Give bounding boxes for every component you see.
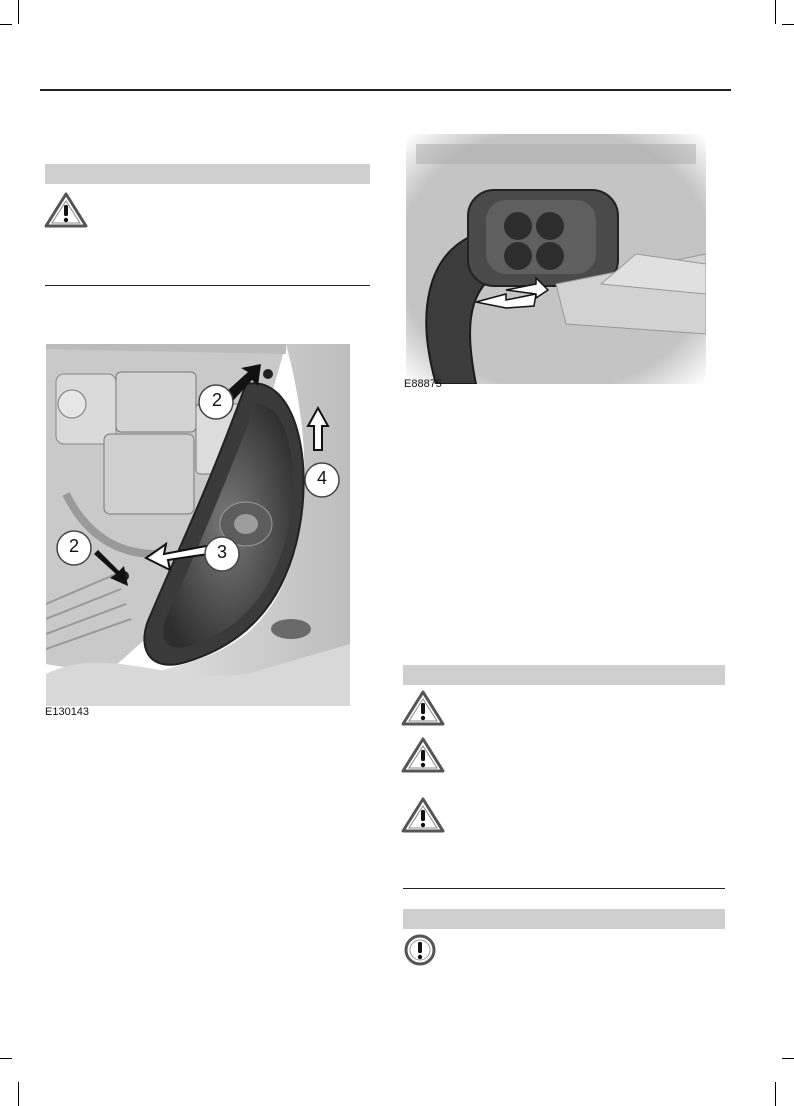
crop-mark (775, 0, 776, 24)
header-rule (40, 89, 731, 91)
callout-4: 4 (316, 468, 327, 488)
callout-3: 3 (216, 542, 227, 562)
headlamp-removal-illustration (46, 344, 350, 706)
warning-triangle-icon (44, 192, 88, 228)
warning-section-bar (403, 665, 725, 685)
figure-code: E130143 (45, 706, 90, 718)
crop-mark (775, 1082, 776, 1106)
warning-section-bar (45, 164, 370, 184)
crop-mark (782, 1058, 794, 1059)
figure-code: E88875 (404, 378, 442, 390)
warning-triangle-icon (401, 797, 445, 833)
crop-mark (18, 1082, 19, 1106)
warning-triangle-icon (401, 737, 445, 773)
crop-mark (0, 24, 12, 25)
callout-2-top: 2 (211, 390, 222, 410)
callout-2-bottom: 2 (68, 536, 79, 556)
section-end-rule (45, 285, 370, 286)
warning-triangle-icon (401, 690, 445, 726)
crop-mark (0, 1058, 12, 1059)
caution-circle-icon (404, 934, 436, 966)
crop-mark (18, 0, 19, 24)
caution-section-bar (403, 909, 725, 929)
connector-illustration (406, 134, 706, 384)
section-end-rule (403, 888, 725, 889)
crop-mark (782, 24, 794, 25)
